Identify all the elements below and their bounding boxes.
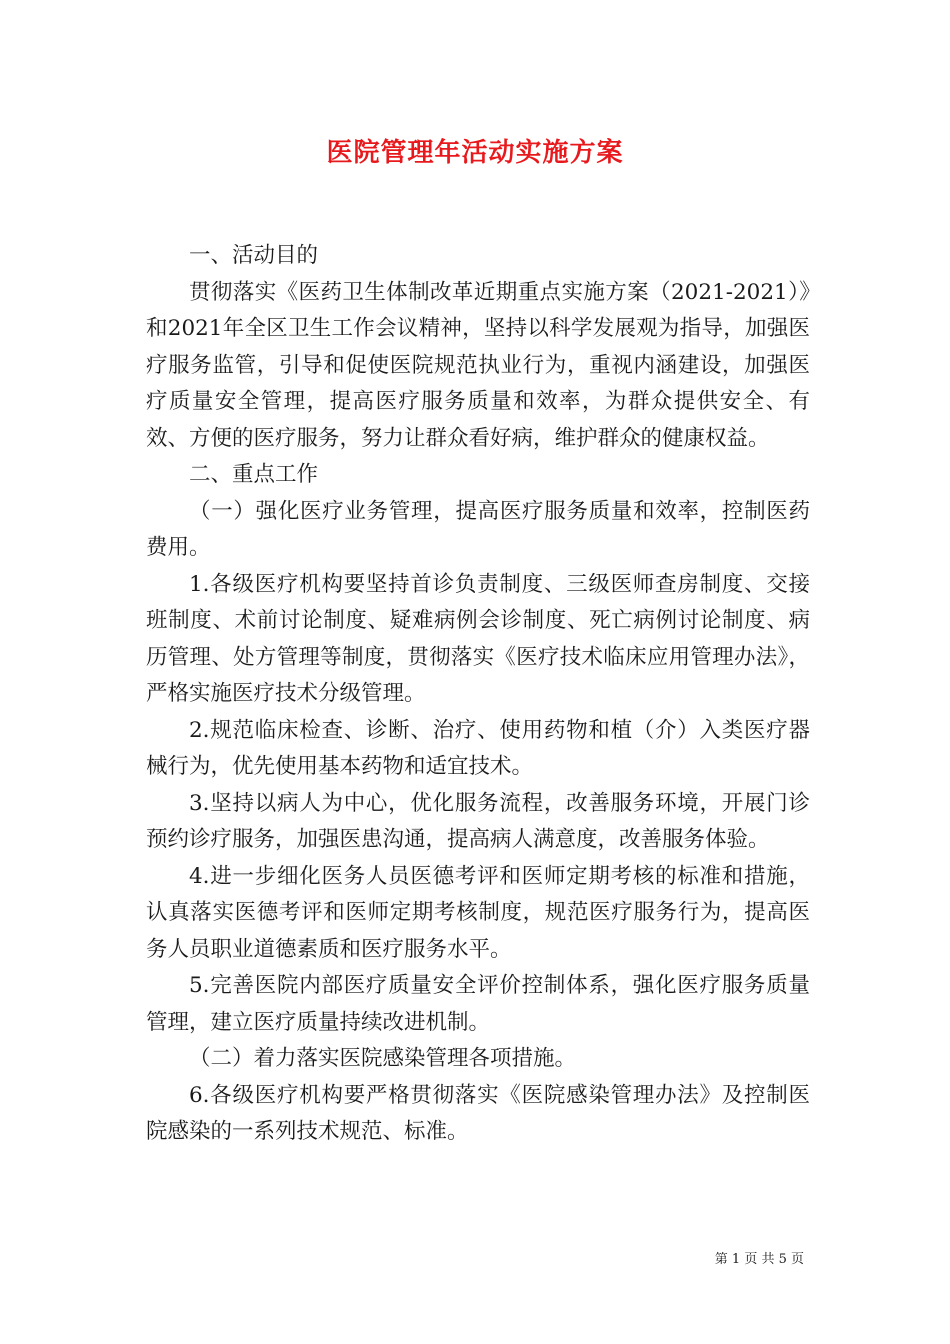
paragraph-item-2: 2.规范临床检查、诊断、治疗、使用药物和植（介）入类医疗器械行为，优先使用基本药物和适宜技术。	[146, 717, 810, 779]
paragraph-item-1: 1.各级医疗机构要坚持首诊负责制度、三级医师查房制度、交接班制度、术前讨论制度、疑难病例会诊制度、死亡病例讨论制度、病历管理、处方管理等制度，贯彻落实《医疗技术临床应用管理办法》，严格实施医疗技术分级管理。	[146, 571, 810, 706]
paragraph-item-3: 3.坚持以病人为中心，优化服务流程，改善服务环境，开展门诊预约诊疗服务，加强医患沟通，提高病人满意度，改善服务体验。	[146, 790, 810, 852]
subsection-heading-1: （一）强化医疗业务管理，提高医疗服务质量和效率，控制医药费用。	[146, 498, 810, 560]
section-heading-1: 一、活动目的	[189, 243, 319, 268]
paragraph-purpose: 贯彻落实《医药卫生体制改革近期重点实施方案（2021-2021）》和2021年全区卫生工作会议精神，坚持以科学发展观为指导，加强医疗服务监管，引导和促使医院规范执业行为，重视内涵建设，加强医疗质量安全管理，提高医疗服务质量和效率，为群众提供安全、有效、方便的医疗服务，努力让群众看好病，维护群众的健康权益。	[146, 279, 810, 451]
paragraph-item-5: 5.完善医院内部医疗质量安全评价控制体系，强化医疗服务质量管理，建立医疗质量持续改进机制。	[146, 973, 810, 1035]
document-title: 医院管理年活动实施方案	[326, 138, 624, 168]
paragraph-item-4: 4.进一步细化医务人员医德考评和医师定期考核的标准和措施，认真落实医德考评和医师定期考核制度，规范医疗服务行为，提高医务人员职业道德素质和医疗服务水平。	[146, 863, 810, 962]
subsection-heading-2: （二）着力落实医院感染管理各项措施。	[189, 1046, 577, 1071]
document-body	[146, 238, 810, 1151]
paragraph-item-6: 6.各级医疗机构要严格贯彻落实《医院感染管理办法》及控制医院感染的一系列技术规范、标准。	[146, 1082, 810, 1144]
section-heading-2: 二、重点工作	[189, 462, 319, 487]
page-indicator: 第 1 页 共 5 页	[714, 1252, 804, 1267]
